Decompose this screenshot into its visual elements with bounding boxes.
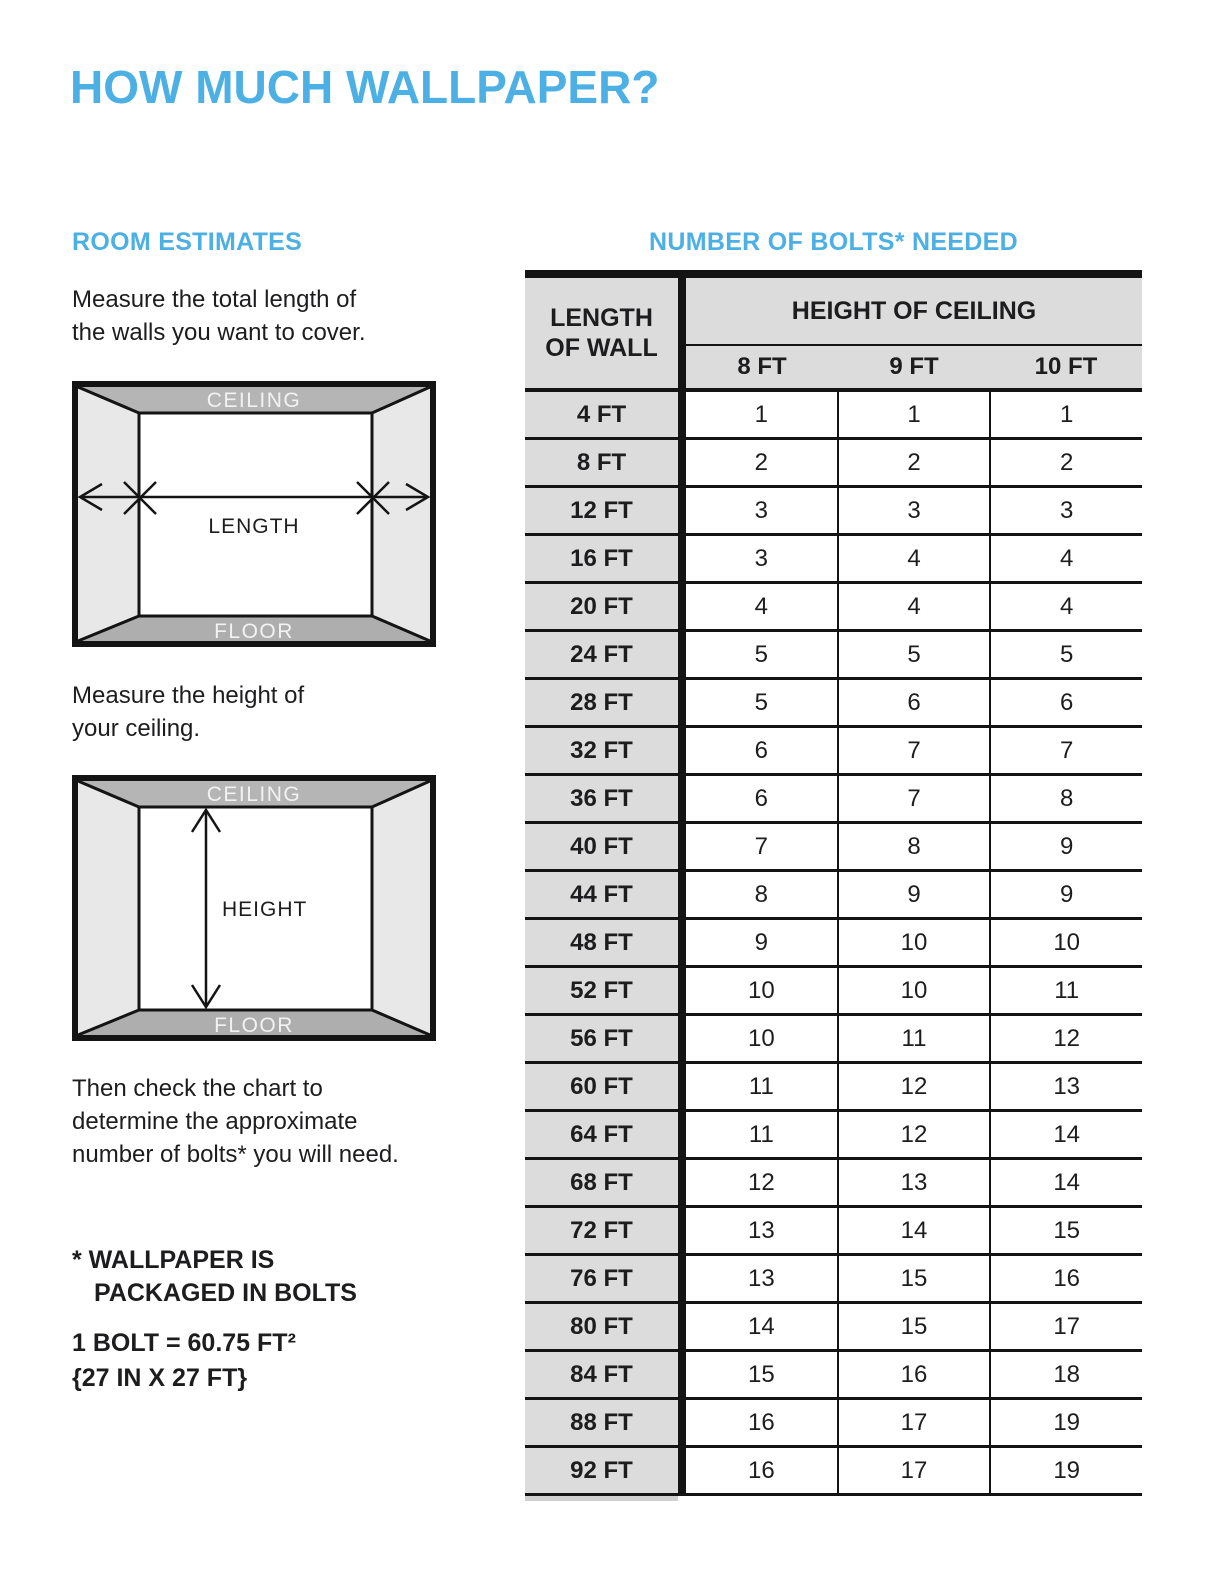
row-value: 16 xyxy=(837,1352,990,1397)
row-value: 5 xyxy=(837,632,990,677)
column-divider xyxy=(678,1160,686,1205)
table-row xyxy=(525,968,1142,1016)
table-row xyxy=(525,1064,1142,1112)
instruction-height-line1: Measure the height of xyxy=(72,682,305,709)
table-bottom-shadow xyxy=(525,1496,678,1501)
length-label: LENGTH xyxy=(208,515,300,538)
row-value: 10 xyxy=(989,920,1142,965)
ceiling-label: CEILING xyxy=(206,389,302,412)
row-label: 80 FT xyxy=(525,1304,678,1349)
row-value: 8 xyxy=(837,824,990,869)
row-label: 32 FT xyxy=(525,728,678,773)
bolts-footnote xyxy=(72,1244,357,1310)
row-value: 11 xyxy=(686,1112,837,1157)
room-height-diagram xyxy=(72,775,436,1041)
table-row xyxy=(525,1112,1142,1160)
column-divider xyxy=(678,632,686,677)
row-label: 16 FT xyxy=(525,536,678,581)
right-wall-panel xyxy=(372,387,430,641)
right-wall-panel xyxy=(372,781,430,1035)
row-label: 40 FT xyxy=(525,824,678,869)
row-value: 8 xyxy=(686,872,837,917)
row-value: 18 xyxy=(989,1352,1142,1397)
height-of-ceiling-header: HEIGHT OF CEILING xyxy=(791,296,1037,325)
table-row xyxy=(525,1208,1142,1256)
table-row xyxy=(525,728,1142,776)
table-row xyxy=(525,872,1142,920)
table-row xyxy=(525,584,1142,632)
table-row xyxy=(525,920,1142,968)
table-row xyxy=(525,1448,1142,1496)
table-row xyxy=(525,1016,1142,1064)
column-divider xyxy=(678,728,686,773)
row-value: 6 xyxy=(989,680,1142,725)
length-of-wall-header xyxy=(525,278,678,388)
row-value: 2 xyxy=(989,440,1142,485)
row-label: 56 FT xyxy=(525,1016,678,1061)
table-row xyxy=(525,1352,1142,1400)
instruction-height xyxy=(72,679,304,745)
column-divider xyxy=(678,1400,686,1445)
instruction-chart-line3: number of bolts* you will need. xyxy=(72,1141,399,1168)
table-row xyxy=(525,392,1142,440)
left-wall-panel xyxy=(78,387,139,641)
table-row xyxy=(525,1160,1142,1208)
column-divider xyxy=(678,1448,686,1493)
row-value: 15 xyxy=(989,1208,1142,1253)
row-value: 19 xyxy=(989,1448,1142,1493)
table-rows xyxy=(525,392,1142,1496)
bolts-table xyxy=(525,270,1142,1501)
row-value: 9 xyxy=(837,872,990,917)
row-value: 7 xyxy=(686,824,837,869)
ceiling-header-group xyxy=(686,278,1142,388)
row-value: 11 xyxy=(837,1016,990,1061)
column-divider xyxy=(678,584,686,629)
column-divider xyxy=(678,1016,686,1061)
row-value: 6 xyxy=(686,728,837,773)
column-divider xyxy=(678,776,686,821)
height-label: HEIGHT xyxy=(222,898,308,921)
row-label: 24 FT xyxy=(525,632,678,677)
row-value: 5 xyxy=(686,632,837,677)
column-divider xyxy=(678,1208,686,1253)
column-divider xyxy=(678,680,686,725)
row-value: 7 xyxy=(837,728,990,773)
row-value: 15 xyxy=(837,1304,990,1349)
row-value: 13 xyxy=(686,1256,837,1301)
row-value: 3 xyxy=(989,488,1142,533)
bolts-footnote-line1: * WALLPAPER IS xyxy=(72,1246,275,1274)
row-value: 1 xyxy=(837,392,990,437)
row-value: 9 xyxy=(989,824,1142,869)
table-row xyxy=(525,1256,1142,1304)
bolts-footnote-line2: PACKAGED IN BOLTS xyxy=(94,1279,357,1307)
row-value: 14 xyxy=(837,1208,990,1253)
row-label: 8 FT xyxy=(525,440,678,485)
row-value: 14 xyxy=(989,1160,1142,1205)
row-value: 2 xyxy=(686,440,837,485)
row-value: 5 xyxy=(686,680,837,725)
floor-label: FLOOR xyxy=(214,620,294,643)
bolt-equation-line1: 1 BOLT = 60.75 FT² xyxy=(72,1329,296,1357)
length-of-wall-line2: OF WALL xyxy=(545,334,658,362)
instruction-height-line2: your ceiling. xyxy=(72,715,201,742)
table-row xyxy=(525,632,1142,680)
row-label: 52 FT xyxy=(525,968,678,1013)
row-value: 19 xyxy=(989,1400,1142,1445)
table-row xyxy=(525,440,1142,488)
instruction-length-line1: Measure the total length of xyxy=(72,286,357,313)
table-row xyxy=(525,680,1142,728)
row-value: 4 xyxy=(837,536,990,581)
instruction-chart-line1: Then check the chart to xyxy=(72,1075,323,1102)
row-value: 11 xyxy=(686,1064,837,1109)
row-label: 64 FT xyxy=(525,1112,678,1157)
row-label: 36 FT xyxy=(525,776,678,821)
row-value: 12 xyxy=(686,1160,837,1205)
column-divider xyxy=(678,872,686,917)
column-divider xyxy=(678,968,686,1013)
row-value: 12 xyxy=(837,1064,990,1109)
column-divider xyxy=(678,1304,686,1349)
row-value: 2 xyxy=(837,440,990,485)
row-label: 92 FT xyxy=(525,1448,678,1493)
column-divider xyxy=(678,392,686,437)
row-label: 4 FT xyxy=(525,392,678,437)
bolt-equation-line2: {27 IN X 27 FT} xyxy=(72,1364,248,1392)
row-value: 5 xyxy=(989,632,1142,677)
column-divider xyxy=(678,278,686,388)
table-row xyxy=(525,824,1142,872)
column-divider xyxy=(678,1256,686,1301)
column-divider xyxy=(678,440,686,485)
table-header xyxy=(525,278,1142,388)
length-of-wall-line1: LENGTH xyxy=(550,304,653,332)
row-value: 4 xyxy=(989,584,1142,629)
row-value: 1 xyxy=(989,392,1142,437)
row-value: 7 xyxy=(989,728,1142,773)
row-value: 4 xyxy=(989,536,1142,581)
column-divider xyxy=(678,824,686,869)
row-label: 20 FT xyxy=(525,584,678,629)
page-title: HOW MUCH WALLPAPER? xyxy=(70,61,660,113)
instruction-length-line2: the walls you want to cover. xyxy=(72,319,366,346)
col-header-10ft: 10 FT xyxy=(1034,353,1098,380)
row-label: 72 FT xyxy=(525,1208,678,1253)
col-header-9ft: 9 FT xyxy=(889,353,939,380)
row-value: 4 xyxy=(837,584,990,629)
instruction-chart-line2: determine the approximate xyxy=(72,1108,358,1135)
row-value: 10 xyxy=(686,1016,837,1061)
row-value: 7 xyxy=(837,776,990,821)
row-value: 15 xyxy=(837,1256,990,1301)
row-value: 13 xyxy=(989,1064,1142,1109)
room-estimates-heading: ROOM ESTIMATES xyxy=(72,228,303,256)
ceiling-column-headers xyxy=(686,346,1142,388)
row-value: 9 xyxy=(686,920,837,965)
row-value: 17 xyxy=(989,1304,1142,1349)
table-top-border xyxy=(525,270,1142,278)
room-length-diagram xyxy=(72,381,436,647)
row-value: 3 xyxy=(686,488,837,533)
row-value: 13 xyxy=(686,1208,837,1253)
row-label: 84 FT xyxy=(525,1352,678,1397)
row-value: 6 xyxy=(837,680,990,725)
table-row xyxy=(525,536,1142,584)
row-label: 60 FT xyxy=(525,1064,678,1109)
row-value: 16 xyxy=(989,1256,1142,1301)
row-value: 13 xyxy=(837,1160,990,1205)
table-row xyxy=(525,776,1142,824)
row-value: 12 xyxy=(837,1112,990,1157)
table-row xyxy=(525,1304,1142,1352)
row-value: 3 xyxy=(837,488,990,533)
left-wall-panel xyxy=(78,781,139,1035)
row-label: 28 FT xyxy=(525,680,678,725)
row-value: 4 xyxy=(686,584,837,629)
instruction-chart xyxy=(72,1072,399,1171)
row-value: 16 xyxy=(686,1400,837,1445)
row-label: 12 FT xyxy=(525,488,678,533)
row-label: 76 FT xyxy=(525,1256,678,1301)
row-value: 6 xyxy=(686,776,837,821)
column-divider xyxy=(678,1352,686,1397)
row-value: 14 xyxy=(989,1112,1142,1157)
row-value: 10 xyxy=(837,920,990,965)
column-divider xyxy=(678,1112,686,1157)
row-value: 17 xyxy=(837,1448,990,1493)
instruction-length xyxy=(72,283,365,349)
row-value: 8 xyxy=(989,776,1142,821)
col-header-8ft: 8 FT xyxy=(737,353,787,380)
row-value: 9 xyxy=(989,872,1142,917)
row-value: 3 xyxy=(686,536,837,581)
floor-label: FLOOR xyxy=(214,1014,294,1037)
row-value: 15 xyxy=(686,1352,837,1397)
row-value: 10 xyxy=(837,968,990,1013)
row-value: 16 xyxy=(686,1448,837,1493)
column-divider xyxy=(678,920,686,965)
bolts-needed-heading: NUMBER OF BOLTS* NEEDED xyxy=(649,228,1018,256)
row-value: 14 xyxy=(686,1304,837,1349)
column-divider xyxy=(678,536,686,581)
row-label: 68 FT xyxy=(525,1160,678,1205)
row-value: 11 xyxy=(989,968,1142,1013)
row-value: 10 xyxy=(686,968,837,1013)
bolt-equation xyxy=(72,1326,296,1396)
row-value: 1 xyxy=(686,392,837,437)
row-label: 88 FT xyxy=(525,1400,678,1445)
row-value: 17 xyxy=(837,1400,990,1445)
column-divider xyxy=(678,1064,686,1109)
ceiling-label: CEILING xyxy=(206,783,302,806)
table-row xyxy=(525,1400,1142,1448)
table-row xyxy=(525,488,1142,536)
row-label: 44 FT xyxy=(525,872,678,917)
row-label: 48 FT xyxy=(525,920,678,965)
row-value: 12 xyxy=(989,1016,1142,1061)
column-divider xyxy=(678,488,686,533)
